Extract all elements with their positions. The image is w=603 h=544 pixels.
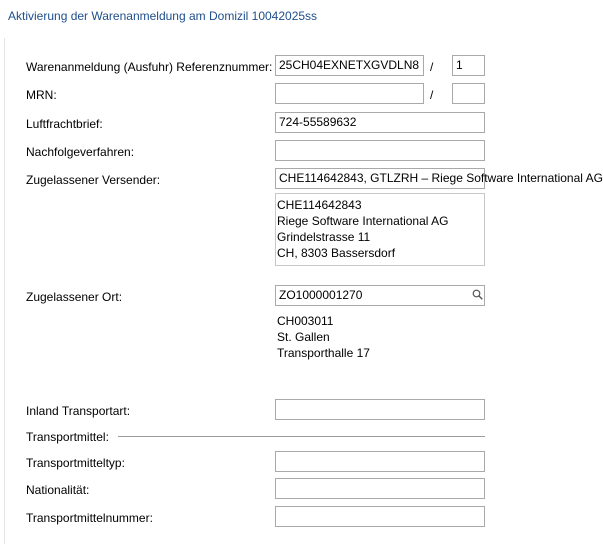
shipper-input[interactable]: CHE114642843, GTLZRH – Riege Software International AG (275, 168, 485, 189)
section-divider (118, 436, 485, 437)
follow-up-input[interactable] (275, 140, 485, 161)
inland-transport-label: Inland Transportart: (26, 404, 131, 418)
shipper-address-line: Riege Software International AG (277, 214, 449, 228)
mrn-label: MRN: (26, 88, 57, 102)
shipper-address-line: CHE114642843 (277, 198, 362, 212)
shipper-label: Zugelassener Versender: (26, 173, 161, 187)
transport-number-input[interactable] (275, 506, 485, 527)
nationality-label: Nationalität: (26, 483, 90, 497)
search-icon[interactable] (472, 289, 483, 300)
transport-section-heading: Transportmittel: (26, 430, 109, 444)
transport-number-label: Transportmittelnummer: (26, 511, 153, 525)
shipper-address-line: CH, 8303 Bassersdorf (277, 246, 396, 260)
nationality-input[interactable] (275, 478, 485, 499)
airwaybill-input[interactable]: 724-55589632 (275, 112, 485, 133)
follow-up-label: Nachfolgeverfahren: (26, 145, 135, 159)
mrn-suffix-input[interactable] (452, 83, 485, 104)
reference-label: Warenanmeldung (Ausfuhr) Referenznummer: (26, 60, 273, 74)
mrn-separator: / (430, 88, 434, 102)
panel-border (4, 38, 5, 544)
place-address-line: Transporthalle 17 (277, 346, 370, 360)
inland-transport-input[interactable] (275, 399, 485, 420)
place-address-line: CH003011 (277, 314, 334, 328)
place-address-line: St. Gallen (277, 330, 330, 344)
shipper-address-line: Grindelstrasse 11 (277, 230, 371, 244)
mrn-input[interactable] (275, 83, 424, 104)
window-title: Aktivierung der Warenanmeldung am Domizil 10042025ss (8, 9, 318, 23)
transport-type-label: Transportmitteltyp: (26, 456, 125, 470)
reference-separator: / (430, 60, 434, 74)
reference-suffix-input[interactable]: 1 (452, 55, 485, 76)
reference-input[interactable]: 25CH04EXNETXGVDLN8 (275, 55, 424, 76)
airwaybill-label: Luftfrachtbrief: (26, 117, 103, 131)
place-input[interactable]: ZO1000001270 (275, 285, 485, 306)
place-label: Zugelassener Ort: (26, 290, 123, 304)
transport-type-input[interactable] (275, 451, 485, 472)
